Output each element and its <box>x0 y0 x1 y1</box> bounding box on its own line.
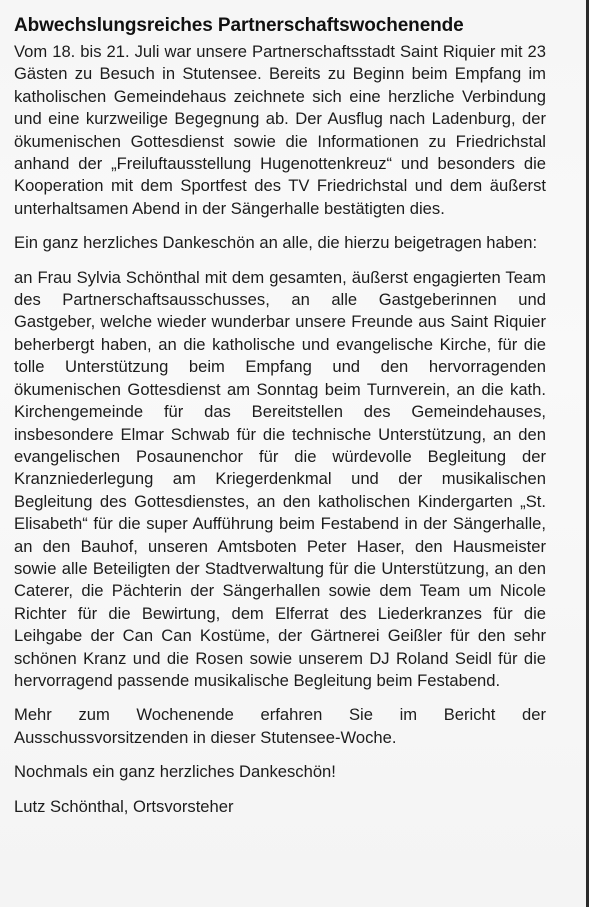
article-intro-paragraph: Vom 18. bis 21. Juli war unsere Partnerschaftsstadt Saint Riquier mit 23 Gästen zu Besuch in Stutensee. Bereits zu Beginn beim Empfang im katholischen Gemeindehaus zeichnete sich eine herzliche Verbindung und eine kurzweilige Begegnung ab. Der Ausflug nach Ladenburg, der ökumenischen Gottesdienst sowie die Informationen zu Friedrichstal anhand der „Freiluftausstellung Hugenottenkreuz“ und besonders die Kooperation mit dem Sportfest des TV Friedrichstal und dem äußerst unterhaltsamen Abend in der Sängerhalle bestätigten dies. <box>14 42 546 218</box>
more-info-paragraph: Mehr zum Wochenende erfahren Sie im Bericht der Ausschussvorsitzenden in dieser Stutensee-Woche. <box>14 705 546 747</box>
thanks-list-paragraph: an Frau Sylvia Schönthal mit dem gesamten, äußerst engagierten Team des Partnerschaftsausschusses, an alle Gastgeberinnen und Gastgeber, welche wieder wunderbar unsere Freunde aus Saint Riquier beherbergt haben, an die katholische und evangelische Kirche, für die tolle Unterstützung beim Empfang und den hervorragenden ökumenischen Gottesdienst am Sonntag beim Turnverein, an die kath. Kirchengemeinde für das Bereitstellen des Gemeindehauses, insbesondere Elmar Schwab für die technische Unterstützung, an den evangelischen Posaunenchor für die würdevolle Begleitung der Kranzniederlegung am Kriegerdenkmal und der musikalischen Begleitung des Gottesdienstes, an den katholischen Kindergarten „St. Elisabeth“ für die super Aufführung beim Festabend in der Sängerhalle, an den Bauhof, unseren Amtsboten Peter Haser, den Hausmeister sowie alle Beteiligten der Stadtverwaltung für die Unterstützung, an den Caterer, die Pächterin der Sängerhallen sowie dem Team um Nicole Richter für die Bewirtung, dem Elferrat des Liederkranzes für die Leihgabe der Can Can Kostüme, der Gärtnerei Geißler für den sehr schönen Kranz und die Rosen sowie unserem DJ Roland Seidl für die hervorragend passende musikalische Begleitung beim Festabend. <box>14 267 546 690</box>
signature: Lutz Schönthal, Ortsvorsteher <box>14 796 234 816</box>
closing-paragraph: Nochmals ein ganz herzliches Dankeschön! <box>14 762 336 782</box>
article-title: Abwechslungsreiches Partnerschaftswochenende <box>14 15 464 36</box>
thanks-paragraph: Ein ganz herzliches Dankeschön an alle, die hierzu beigetragen haben: <box>14 233 538 253</box>
article <box>14 14 546 818</box>
